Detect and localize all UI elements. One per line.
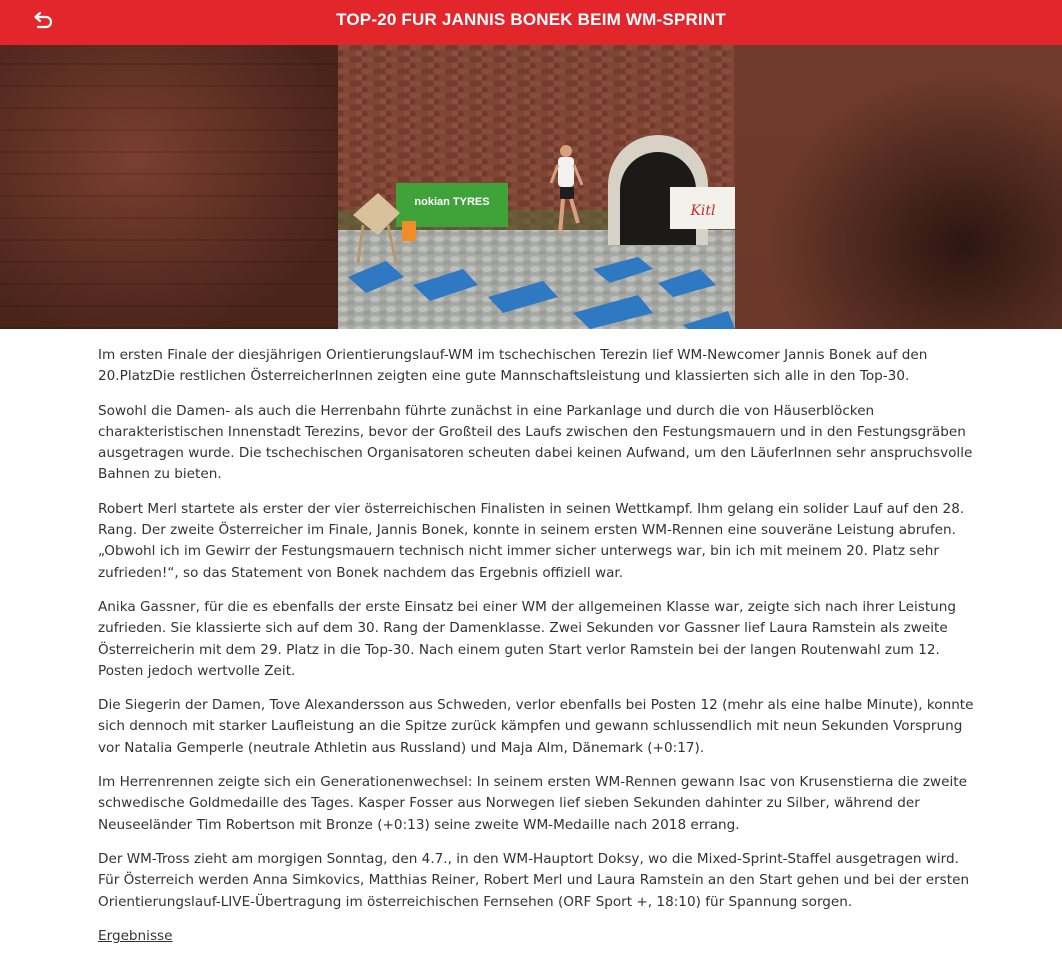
- article-paragraph: Robert Merl startete als erster der vier österreichischen Finalisten in seinen Wettkampf. Ihm gelang ein solider Lauf auf den 28. Rang. Der zweite Österreicher im Finale, Jannis Bonek, konnte in seinem ersten WM-Rennen eine souveräne Leistung abrufen. „Obwohl ich im Gewirr der Festungsmauern technisch nicht immer sicher unterwegs war, bin ich mit meinem 20. Platz sehr zufrieden!“, so das Statement von Bonek nachdem das Ergebnis offiziell war.: [98, 500, 965, 581]
- hero-blurred-left: [0, 45, 338, 329]
- hero-image-area: [0, 45, 1062, 329]
- results-paragraph: [98, 926, 978, 947]
- article-paragraph: Anika Gassner, für die es ebenfalls der erste Einsatz bei einer WM der allgemeinen Klasse war, zeigte sich nach ihrer Leistung zufrieden. Sie klassierte sich auf dem 30. Rang der Damenklasse. Zwei Sekunden vor Gassner lief Laura Ramstein als zweite Österreicherin mit dem 29. Platz in die Top-30. Nach einem guten Start verlor Ramstein bei der langen Routenwahl zum 12. Posten jedoch wertvolle Zeit.: [98, 598, 957, 679]
- hero-photo: [338, 45, 735, 329]
- article-paragraph: Die Siegerin der Damen, Tove Alexandersson aus Schweden, verlor ebenfalls bei Posten 12 (mehr als eine halbe Minute), konnte sich dennoch mit starker Laufleistung an die Spitze zurück kämpfen und gewann schlussendlich mit neun Sekunden Vorsprung vor Natalia Gemperle (neutrale Athletin aus Russland) und Maja Alm, Dänemark (+0:17).: [98, 697, 974, 756]
- article-paragraph: Sowohl die Damen- als auch die Herrenbahn führte zunächst in eine Parkanlage und durch die von Häuserblöcken charakteristischen Innenstadt Terezins, bevor der Großteil des Laufs zwischen den Festungsmauern und in den Festungsgräben ausgetragen wurde. Die tschechischen Organisatoren scheuten dabei keinen Aufwand, um den LäuferInnen sehr anspruchsvolle Bahnen zu bieten.: [98, 402, 973, 483]
- sponsor-banner-text: nokian TYRES: [414, 196, 490, 208]
- header-bar: [0, 0, 1062, 45]
- back-button[interactable]: [30, 8, 60, 38]
- article-paragraph: Im ersten Finale der diesjährigen Orientierungslauf-WM im tschechischen Terezin lief WM-Newcomer Jannis Bonek auf den 20.PlatzDie restlichen ÖsterreicherInnen zeigten eine gute Mannschaftsleistung und klassierten sich alle in den Top-30.: [98, 347, 928, 385]
- page-title: TOP-20 FUR JANNIS BONEK BEIM WM-SPRINT: [336, 9, 726, 29]
- back-arrow-icon: [30, 8, 56, 34]
- white-sign-text: Kitl: [690, 203, 716, 219]
- article-paragraph: Der WM-Tross zieht am morgigen Sonntag, den 4.7., in den WM-Hauptort Doksy, wo die Mixed-Sprint-Staffel ausgetragen wird. Für Österreich werden Anna Simkovics, Matthias Reiner, Robert Merl und Laura Ramstein an den Start gehen und bei der ersten Orientierungslauf-LIVE-Übertragung im österreichischen Fernsehen (ORF Sport +, 18:10) für Spannung sorgen.: [98, 850, 970, 910]
- article-paragraph: Im Herrenrennen zeigte sich ein Generationenwechsel: In seinem ersten WM-Rennen gewann Isac von Krusenstierna die zweite schwedische Goldmedaille des Tages. Kasper Fosser aus Norwegen lief sieben Sekunden dahinter zu Silber, während der Neuseeländer Tim Robertson mit Bronze (+0:13) seine zweite WM-Medaille nach 2018 errang.: [98, 774, 967, 833]
- results-link[interactable]: Ergebnisse: [98, 927, 173, 944]
- article-body: [98, 345, 978, 960]
- hero-blurred-right: [735, 45, 1062, 329]
